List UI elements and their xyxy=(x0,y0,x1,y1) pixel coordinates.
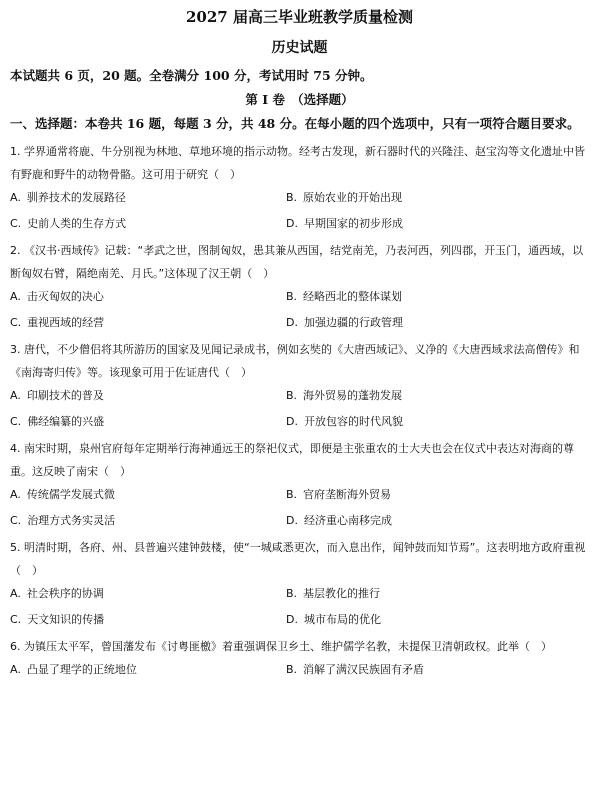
option-letter: D. xyxy=(286,613,298,626)
question-list xyxy=(10,140,589,681)
option-letter: B. xyxy=(286,488,298,501)
answer-option[interactable] xyxy=(286,384,589,407)
option-letter: C. xyxy=(10,316,22,329)
answer-option[interactable] xyxy=(286,608,589,631)
exam-title: 2027 届高三毕业班教学质量检测 xyxy=(186,8,413,26)
section-instructions: 一、选择题：本卷共 16 题，每题 3 分，共 48 分。在每小题的四个选项中，只有一项符合题目要求。 xyxy=(10,116,580,131)
answer-option[interactable] xyxy=(10,410,286,433)
answer-option[interactable] xyxy=(10,483,286,506)
option-list xyxy=(10,186,589,235)
question-stem: 2. 《汉书·西域传》记载：“孝武之世，图制匈奴，患其兼从西国，结党南羌，乃表河西，列四郡，开玉门，通西域，以断匈奴右臂，隔绝南羌、月氏。”这体现了汉王朝（ ） xyxy=(10,244,584,280)
option-text: 治理方式务实灵活 xyxy=(27,514,116,527)
option-text: 天文知识的传播 xyxy=(27,613,105,626)
answer-option[interactable] xyxy=(286,509,589,532)
option-list xyxy=(10,658,589,681)
answer-option[interactable] xyxy=(10,509,286,532)
option-text: 传统儒学发展式微 xyxy=(26,488,115,501)
answer-option[interactable] xyxy=(286,483,589,506)
answer-option[interactable] xyxy=(10,212,286,235)
question-stem: 5. 明清时期，各府、州、县普遍兴建钟鼓楼，使“一城咸悉更次，而入息出作，闻钟鼓而知节焉”。这表明地方政府重视（ ） xyxy=(10,541,586,577)
question-2 xyxy=(10,239,589,334)
option-text: 佛经编纂的兴盛 xyxy=(27,415,105,428)
option-letter: A. xyxy=(10,663,21,676)
option-list xyxy=(10,483,589,532)
option-letter: B. xyxy=(286,663,298,676)
option-text: 凸显了理学的正统地位 xyxy=(26,663,137,676)
answer-option[interactable] xyxy=(10,311,286,334)
option-letter: A. xyxy=(10,191,21,204)
option-letter: D. xyxy=(286,316,298,329)
subject-title: 历史试题 xyxy=(271,40,328,56)
answer-option[interactable] xyxy=(10,285,286,308)
answer-option[interactable] xyxy=(286,311,589,334)
answer-option[interactable] xyxy=(10,658,286,681)
answer-option[interactable] xyxy=(10,384,286,407)
answer-option[interactable] xyxy=(10,608,286,631)
question-stem: 6. 为镇压太平军，曾国藩发布《讨粤匪檄》着重强调保卫乡土、维护儒学名教，未提保卫清朝政权。此举（ ） xyxy=(10,640,552,653)
answer-option[interactable] xyxy=(10,582,286,605)
option-letter: B. xyxy=(286,389,298,402)
option-letter: B. xyxy=(286,191,298,204)
option-list xyxy=(10,582,589,631)
option-text: 基层教化的推行 xyxy=(303,587,381,600)
option-letter: A. xyxy=(10,290,21,303)
answer-option[interactable] xyxy=(286,212,589,235)
option-text: 经济重心南移完成 xyxy=(303,514,392,527)
option-text: 原始农业的开始出现 xyxy=(303,191,403,204)
option-text: 加强边疆的行政管理 xyxy=(303,316,403,329)
option-letter: D. xyxy=(286,217,298,230)
option-text: 官府垄断海外贸易 xyxy=(303,488,392,501)
option-text: 重视西域的经营 xyxy=(27,316,105,329)
option-text: 早期国家的初步形成 xyxy=(303,217,403,230)
answer-option[interactable] xyxy=(286,410,589,433)
option-letter: A. xyxy=(10,488,21,501)
option-text: 消解了满汉民族固有矛盾 xyxy=(303,663,425,676)
option-letter: B. xyxy=(286,290,298,303)
answer-option[interactable] xyxy=(286,285,589,308)
answer-option[interactable] xyxy=(286,186,589,209)
option-text: 印刷技术的普及 xyxy=(26,389,104,402)
answer-option[interactable] xyxy=(10,186,286,209)
question-3 xyxy=(10,338,589,433)
option-text: 史前人类的生存方式 xyxy=(27,217,127,230)
option-text: 城市布局的优化 xyxy=(303,613,381,626)
question-4 xyxy=(10,437,589,532)
option-letter: D. xyxy=(286,514,298,527)
option-letter: C. xyxy=(10,415,22,428)
question-stem: 3. 唐代，不少僧侣将其所游历的国家及见闻记录成书，例如玄奘的《大唐西域记》、义净的《大唐西域求法高僧传》和《南海寄归传》等。该现象可用于佐证唐代（ ） xyxy=(10,343,580,379)
option-list xyxy=(10,384,589,433)
question-stem: 4. 南宋时期，泉州官府每年定期举行海神通远王的祭祀仪式，即便是主张重农的士大夫也会在仪式中表达对海商的尊重。这反映了南宋（ ） xyxy=(10,442,574,478)
part-heading: 第 I 卷 （选择题） xyxy=(245,92,354,107)
answer-option[interactable] xyxy=(286,582,589,605)
option-text: 经略西北的整体谋划 xyxy=(303,290,403,303)
option-letter: D. xyxy=(286,415,298,428)
question-5 xyxy=(10,536,589,631)
option-text: 开放包容的时代风貌 xyxy=(303,415,403,428)
question-6 xyxy=(10,635,589,681)
option-text: 海外贸易的蓬勃发展 xyxy=(303,389,403,402)
option-letter: C. xyxy=(10,514,22,527)
option-letter: B. xyxy=(286,587,298,600)
option-letter: C. xyxy=(10,613,22,626)
option-text: 社会秩序的协调 xyxy=(26,587,104,600)
question-1 xyxy=(10,140,589,235)
exam-notice: 本试题共 6 页，20 题。全卷满分 100 分，考试用时 75 分钟。 xyxy=(10,68,373,83)
option-text: 驯养技术的发展路径 xyxy=(26,191,126,204)
option-letter: A. xyxy=(10,389,21,402)
question-stem: 1. 学界通常将鹿、牛分别视为林地、草地环境的指示动物。经考古发现，新石器时代的兴隆洼、赵宝沟等文化遗址中皆有野鹿和野牛的动物骨骼。这可用于研究（ ） xyxy=(10,145,585,181)
option-letter: A. xyxy=(10,587,21,600)
option-text: 击灭匈奴的决心 xyxy=(26,290,104,303)
option-list xyxy=(10,285,589,334)
option-letter: C. xyxy=(10,217,22,230)
answer-option[interactable] xyxy=(286,658,589,681)
